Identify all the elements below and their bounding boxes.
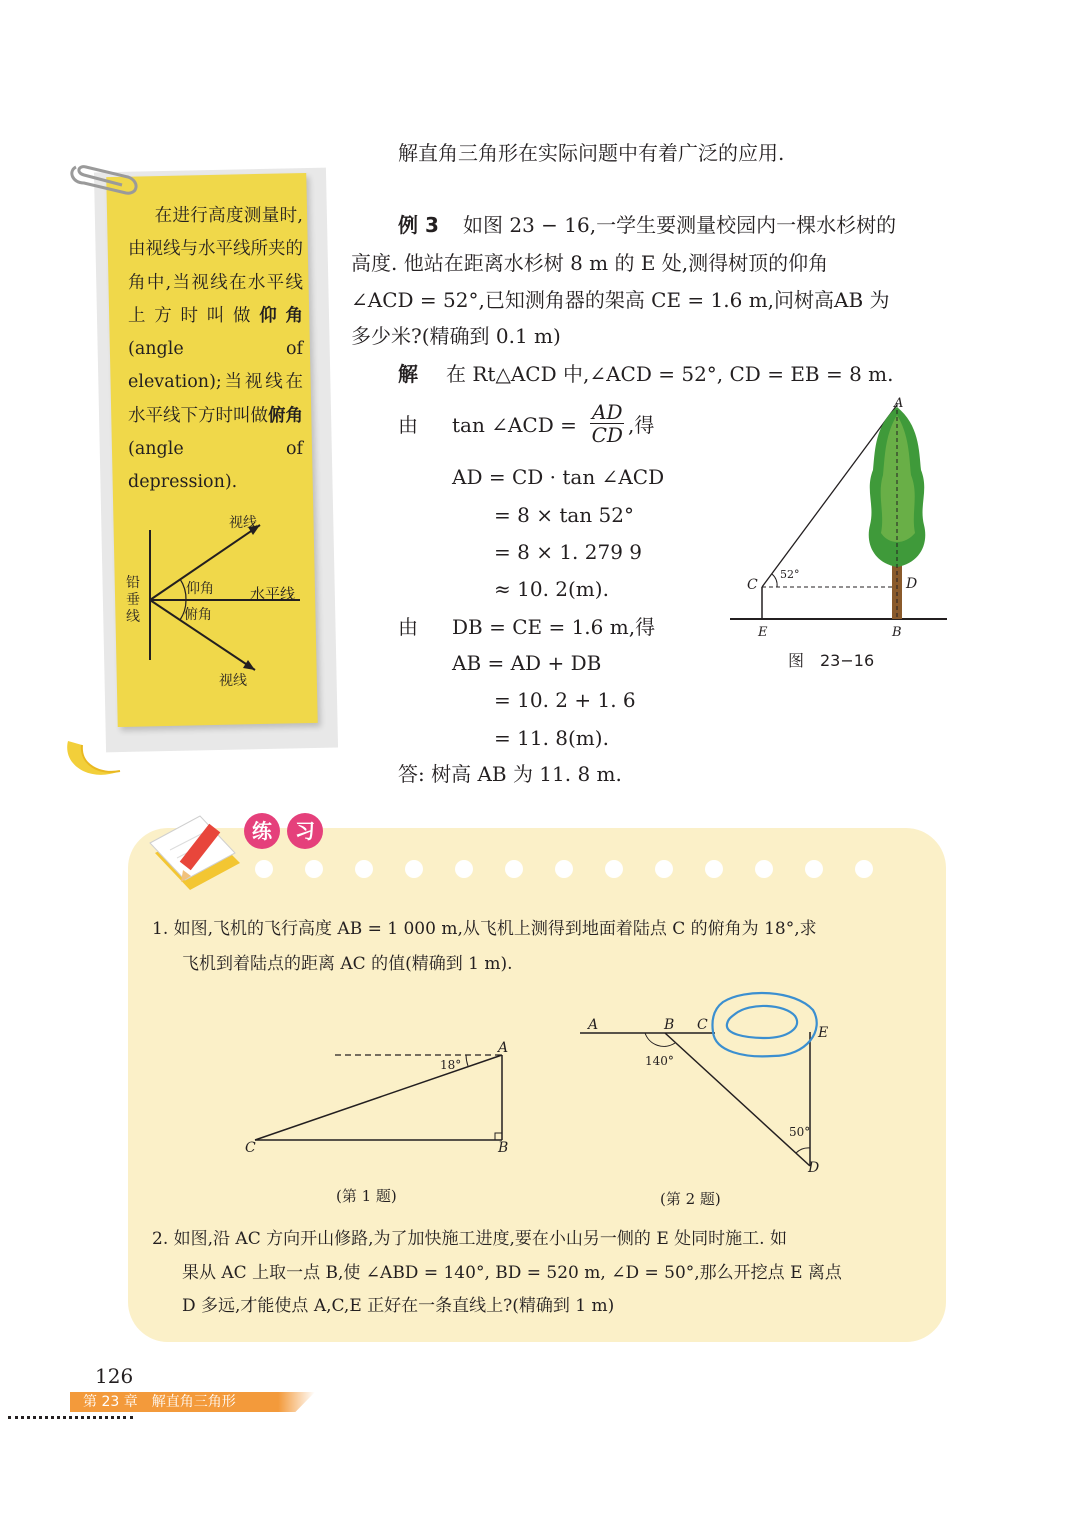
- figure-q1-plane: [240, 1035, 520, 1165]
- label-plumb: 铅垂线: [126, 575, 140, 625]
- fig-label-d: D: [906, 576, 918, 592]
- tan-formula-after: ,得: [628, 413, 655, 437]
- curl-decoration-icon: [60, 735, 130, 785]
- figure-caption: 图 23−16: [788, 651, 875, 670]
- practice-title-char-2: 习: [287, 813, 323, 849]
- dot-13: [855, 860, 873, 878]
- example-line-4: 多少米?(精确到 0.1 m): [351, 324, 561, 348]
- dot-11: [755, 860, 773, 878]
- label-depression: 俯角: [184, 607, 212, 623]
- solution-by-2: 由: [398, 615, 418, 639]
- q1-label-b: B: [498, 1140, 509, 1156]
- label-sight-top: 视线: [229, 515, 257, 531]
- dot-2: [305, 860, 323, 878]
- dot-7: [555, 860, 573, 878]
- question-2-line-2: 果从 AC 上取一点 B,使 ∠ABD = 140°, BD = 520 m, ∠D = 50°,那么开挖点 E 离点: [182, 1263, 842, 1283]
- dot-12: [805, 860, 823, 878]
- calc-line-7: = 10. 2 + 1. 6: [494, 688, 636, 712]
- fraction-denominator: CD: [591, 423, 623, 447]
- question-2-line-1: 2. 如图,沿 AC 方向开山修路,为了加快施工进度,要在小山另一侧的 E 处同时施工. 如: [152, 1229, 787, 1249]
- fraction-numerator: AD: [592, 400, 623, 424]
- pencil-paper-icon: [145, 808, 250, 900]
- hill-inner-contour: [727, 1006, 797, 1038]
- dot-5: [455, 860, 473, 878]
- dot-4: [405, 860, 423, 878]
- q1-caption: (第 1 题): [336, 1187, 397, 1205]
- answer-line: 答: 树高 AB 为 11. 8 m.: [398, 762, 622, 786]
- figure-23-16-tree: [725, 395, 950, 630]
- page-number: 126: [95, 1364, 134, 1388]
- calc-line-4: ≈ 10. 2(m).: [494, 577, 609, 601]
- fig-label-e: E: [758, 625, 768, 640]
- dot-8: [605, 860, 623, 878]
- question-1-line-2: 飞机到着陆点的距离 AC 的值(精确到 1 m).: [182, 954, 513, 974]
- fig-angle-label: 52°: [780, 568, 800, 581]
- calc-line-5: DB = CE = 1.6 m,得: [452, 615, 656, 639]
- fig-label-c: C: [747, 577, 758, 593]
- figure-q2-hill: [575, 990, 845, 1180]
- fig-label-a: A: [894, 396, 904, 411]
- q1-label-a: A: [498, 1040, 509, 1056]
- solution-by-1: 由: [398, 413, 418, 437]
- solution-label: 解: [398, 362, 418, 386]
- calc-line-8: = 11. 8(m).: [494, 726, 609, 750]
- dot-6: [505, 860, 523, 878]
- example-label: 例 3: [398, 213, 439, 237]
- fig-label-b: B: [892, 625, 902, 640]
- label-horizontal: 水平线: [250, 585, 296, 603]
- solution-line-1: 在 Rt△ACD 中,∠ACD = 52°, CD = EB = 8 m.: [446, 362, 894, 386]
- footer-dotted-line: [8, 1416, 133, 1419]
- calc-line-3: = 8 × 1. 279 9: [494, 540, 643, 564]
- calc-line-1: AD = CD · tan ∠ACD: [452, 465, 665, 489]
- q2-label-c: C: [697, 1017, 708, 1033]
- example-line-2: 高度. 他站在距离水杉树 8 m 的 E 处,测得树顶的仰角: [351, 251, 829, 275]
- q2-angle-50: 50°: [789, 1125, 811, 1139]
- dot-9: [655, 860, 673, 878]
- dot-1: [255, 860, 273, 878]
- example-line-1: 如图 23 − 16,一学生要测量校园内一棵水杉树的: [463, 213, 897, 237]
- practice-title-char-1: 练: [244, 813, 280, 849]
- q2-label-e: E: [818, 1025, 829, 1041]
- label-sight-bottom: 视线: [219, 673, 247, 689]
- chapter-title: 第 23 章 解直角三角形: [83, 1394, 236, 1410]
- q2-label-d: D: [808, 1160, 820, 1176]
- dot-10: [705, 860, 723, 878]
- question-2-line-3: D 多远,才能使点 A,C,E 正好在一条直线上?(精确到 1 m): [182, 1296, 615, 1316]
- paperclip-icon: [66, 155, 146, 205]
- calc-line-6: AB = AD + DB: [452, 651, 602, 675]
- q1-angle-label: 18°: [440, 1058, 462, 1072]
- side-note-text: 在进行高度测量时,由视线与水平线所夹的角中,当视线在水平线上方时叫做仰角(angle of elevation);当视线在水平线下方时叫做俯角(angle of depression).: [128, 206, 303, 493]
- example-line-3: ∠ACD = 52°,已知测角器的架高 CE = 1.6 m,问树高AB 为: [351, 288, 890, 312]
- dot-3: [355, 860, 373, 878]
- calc-line-2: = 8 × tan 52°: [494, 503, 634, 527]
- q2-caption: (第 2 题): [660, 1190, 721, 1208]
- question-1-line-1: 1. 如图,飞机的飞行高度 AB = 1 000 m,从飞机上测得到地面着陆点 C 的俯角为 18°,求: [152, 919, 817, 939]
- tan-formula-left: tan ∠ACD =: [452, 413, 577, 437]
- q2-angle-140: 140°: [645, 1054, 674, 1068]
- fraction-ad-cd: [590, 401, 624, 446]
- term-elevation: 仰角: [259, 305, 303, 326]
- intro-text: 解直角三角形在实际问题中有着广泛的应用.: [398, 141, 785, 165]
- q2-label-b: B: [664, 1017, 675, 1033]
- label-elevation: 仰角: [186, 581, 214, 597]
- q1-label-c: C: [245, 1140, 256, 1156]
- term-depression: 俯角: [268, 405, 303, 426]
- q2-label-a: A: [588, 1017, 599, 1033]
- hill-outer-contour: [712, 993, 816, 1056]
